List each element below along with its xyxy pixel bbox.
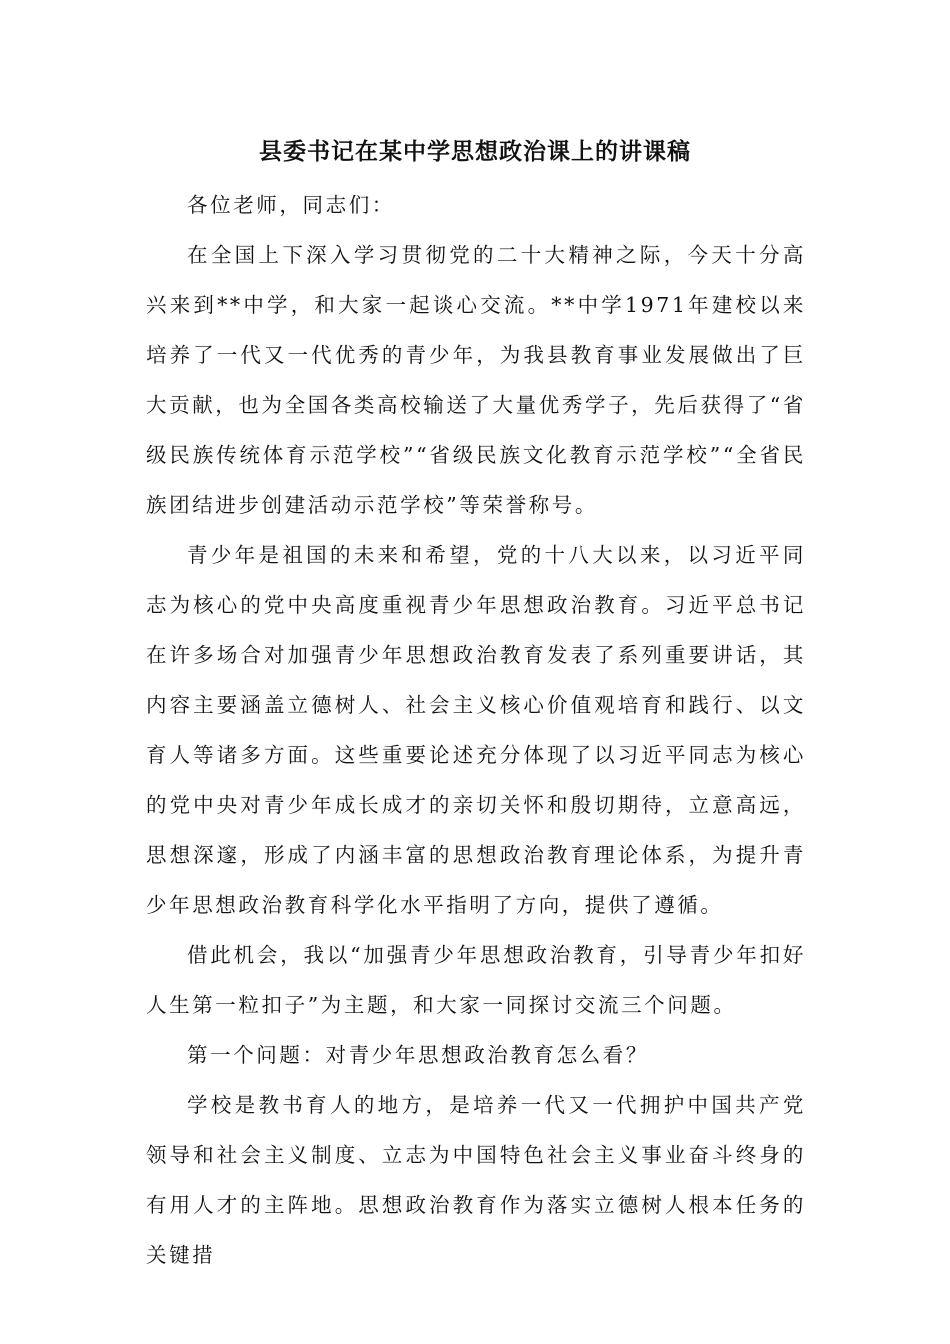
body-paragraph: 青少年是祖国的未来和希望，党的十八大以来，以习近平同志为核心的党中央高度重视青少年思想政治教育。习近平总书记在许多场合对加强青少年思想政治教育发表了系列重要讲话，其内容主要涵盖立德树人、社会主义核心价值观培育和践行、以文育人等诸多方面。这些重要论述充分体现了以习近平同志为核心的党中央对青少年成长成才的亲切关怀和殷切期待，立意高远，思想深邃，形成了内涵丰富的思想政治教育理论体系，为提升青少年思想政治教育科学化水平指明了方向，提供了遵循。 <box>146 543 806 917</box>
body-paragraph: 借此机会，我以“加强青少年思想政治教育，引导青少年扣好人生第一粒扣子”为主题，和大家一同探讨交流三个问题。 <box>146 943 806 1017</box>
document-body <box>146 180 806 1280</box>
salutation-paragraph: 各位老师，同志们： <box>187 193 395 217</box>
body-paragraph: 学校是教书育人的地方，是培养一代又一代拥护中国共产党领导和社会主义制度、立志为中国特色社会主义事业奋斗终身的有用人才的主阵地。思想政治教育作为落实立德树人根本任务的关键措 <box>146 1093 806 1267</box>
document-title: 县委书记在某中学思想政治课上的讲课稿 <box>259 138 691 165</box>
body-paragraph: 在全国上下深入学习贯彻党的二十大精神之际，今天十分高兴来到**中学，和大家一起谈心交流。**中学1971年建校以来培养了一代又一代优秀的青少年，为我县教育事业发展做出了巨大贡献，也为全国各类高校输送了大量优秀学子，先后获得了“省级民族传统体育示范学校”“省级民族文化教育示范学校”“全省民族团结进步创建活动示范学校”等荣誉称号。 <box>146 243 806 517</box>
section-heading-paragraph: 第一个问题：对青少年思想政治教育怎么看？ <box>187 1043 649 1067</box>
